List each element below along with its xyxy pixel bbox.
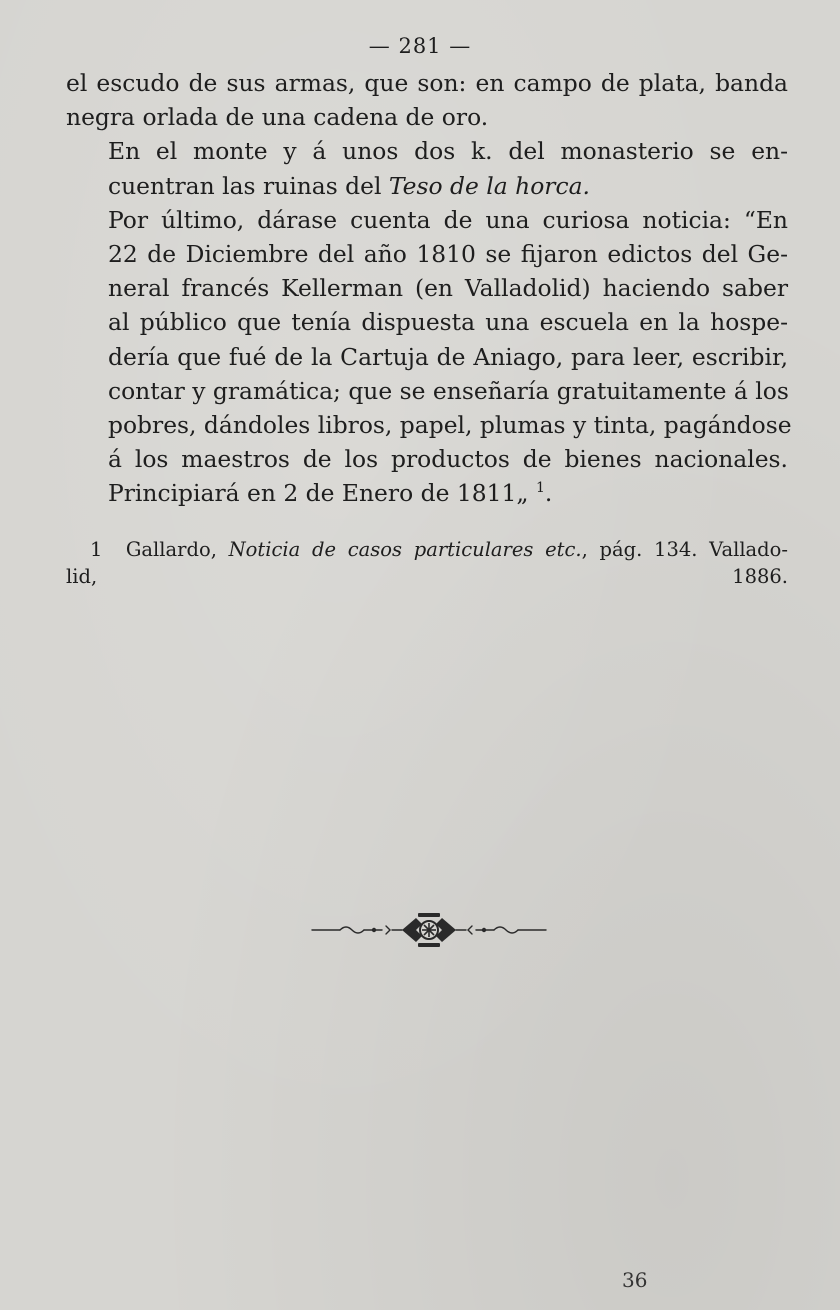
text-line (66, 169, 788, 203)
text-line: á los maestros de los productos de bienes nacionales. (108, 445, 788, 474)
text-line: Por último, dárase cuenta de una curiosa noticia: “En (108, 205, 788, 234)
signature-mark: 36 (622, 1268, 648, 1292)
text-segment: Principiará en 2 de Enero de 1811„ (108, 479, 529, 508)
paragraph-3 (66, 203, 792, 511)
footnote-line (66, 536, 788, 563)
text-segment: cuentran las ruinas del (108, 171, 389, 200)
footnote-reference: 1 (535, 480, 545, 497)
footnote (66, 536, 788, 590)
text-segment: . (544, 479, 553, 508)
text-line: contar y gramática; que se enseñaría gratuitamente á los (108, 376, 789, 405)
text-line: En el monte y á unos dos k. del monasterio se en- (108, 137, 788, 166)
paragraph-2 (66, 134, 788, 202)
typographic-ornament-icon (310, 908, 548, 952)
footnote-citation: , pág. 134. Vallado- (581, 538, 788, 561)
text-line (66, 476, 788, 510)
text-line: al público que tenía dispuesta una escuela en la hospe- (108, 308, 788, 337)
text-line: el escudo de sus armas, que son: en campo de plata, banda (66, 69, 788, 97)
footnote-title: Noticia de casos particulares etc. (228, 538, 582, 561)
place-name-italic: Teso de la horca. (388, 171, 590, 200)
body-text (66, 66, 792, 511)
page-number: — 281 — (368, 34, 472, 58)
footnote-author: Gallardo, (125, 538, 229, 561)
paragraph-1 (66, 66, 788, 134)
text-line: dería que fué de la Cartuja de Aniago, para leer, escribir, (108, 342, 788, 371)
footnote-number: 1 (90, 538, 103, 561)
text-line: neral francés Kellerman (en Valladolid) haciendo saber (108, 274, 788, 303)
footnote-line: lid, 1886. (66, 565, 788, 588)
text-line: pobres, dándoles libros, papel, plumas y tinta, pagándose (108, 411, 792, 440)
text-line: negra orlada de una cadena de oro. (66, 103, 489, 132)
text-line: 22 de Diciembre del año 1810 se fijaron edictos del Ge- (108, 240, 788, 269)
